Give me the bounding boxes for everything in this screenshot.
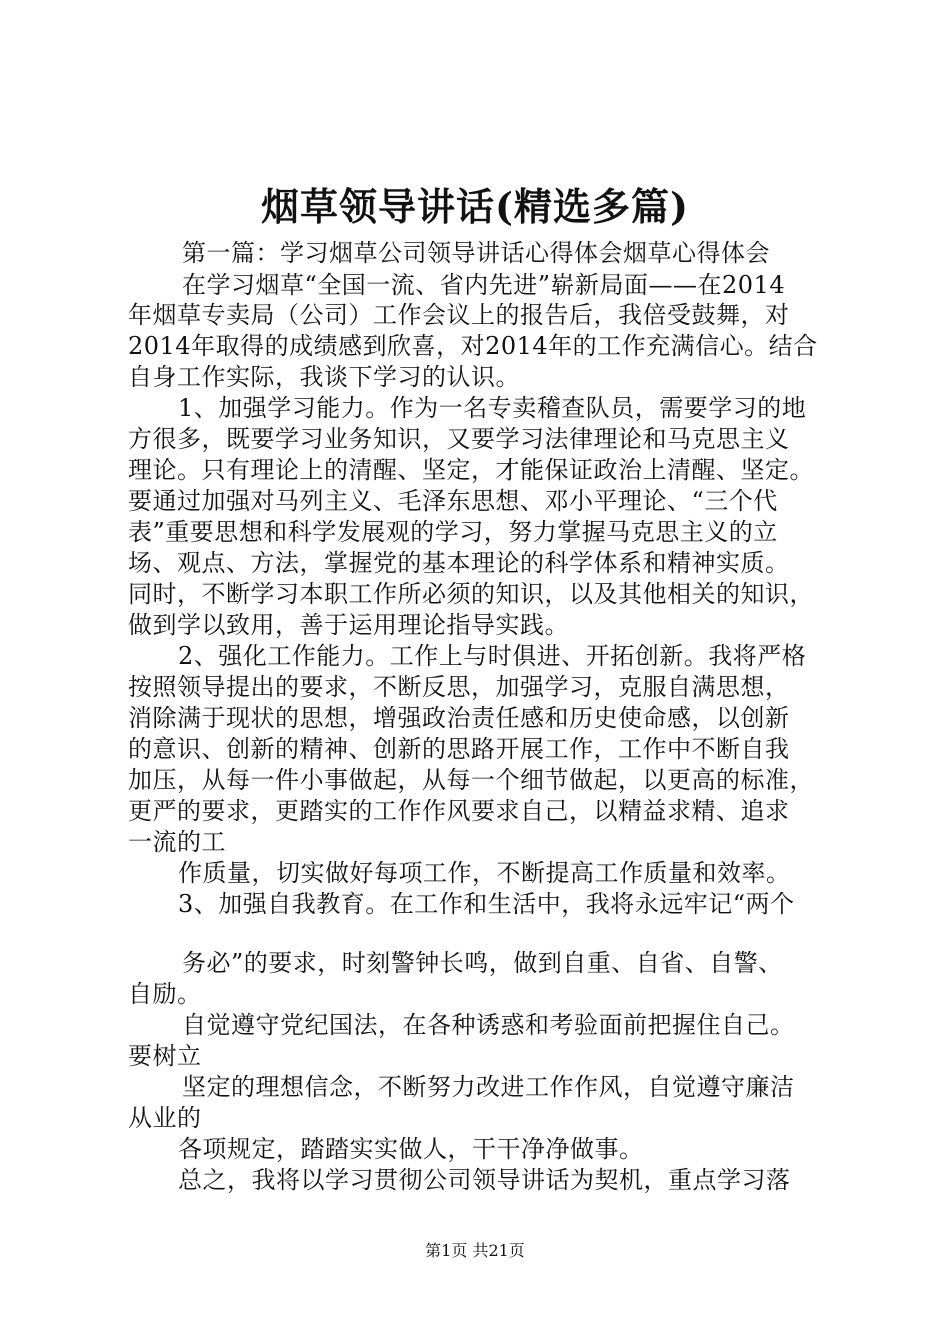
text-line: 总之，我将以学习贯彻公司领导讲话为契机，重点学习落 (178, 1166, 791, 1194)
text-line: 更严的要求，更踏实的工作作风要求自己，以精益求精、追求 (128, 797, 790, 825)
text-line: 2、强化工作能力。工作上与时俱进、开拓创新。我将严格 (178, 642, 807, 670)
text-line: 作质量，切实做好每项工作，不断提高工作质量和效率。 (178, 859, 791, 887)
text-line: 2014年取得的成绩感到欣喜，对2014年的工作充满信心。结合 (128, 332, 818, 360)
text-line: 要通过加强对马列主义、毛泽东思想、邓小平理论、“三个代 (128, 487, 778, 515)
text-line: 的意识、创新的精神、创新的思路开展工作，工作中不断自我 (128, 735, 790, 763)
text-line: 消除满于现状的思想，增强政治责任感和历史使命感，以创新 (128, 704, 790, 732)
text-line: 3、加强自我教育。在工作和生活中，我将永远牢记“两个 (178, 890, 795, 918)
text-line: 方很多，既要学习业务知识，又要学习法律理论和马克思主义 (128, 425, 790, 453)
text-line: 从业的 (128, 1104, 202, 1132)
text-line: 一流的工 (128, 828, 226, 856)
text-line: 场、观点、方法，掌握党的基本理论的科学体系和精神实质。 (128, 549, 790, 577)
document-title: 烟草领导讲话(精选多篇) (261, 184, 689, 229)
page-footer: 第1页 共21页 (425, 1241, 525, 1260)
text-line: 同时，不断学习本职工作所必须的知识，以及其他相关的知识， (128, 580, 814, 608)
text-line: 在学习烟草“全国一流、省内先进”崭新局面——在2014 (182, 271, 786, 299)
text-line: 务必”的要求，时刻警钟长鸣，做到自重、自省、自警、 (182, 949, 783, 977)
text-line: 自觉遵守党纪国法，在各种诱惑和考验面前把握住自己。 (182, 1011, 795, 1039)
text-line: 按照领导提出的要求，不断反思，加强学习，克服自满思想， (128, 673, 790, 701)
text-line: 加压，从每一件小事做起，从每一个细节做起，以更高的标准， (128, 766, 814, 794)
text-line: 表”重要思想和科学发展观的学习，努力掌握马克思主义的立 (128, 518, 778, 546)
text-line: 自身工作实际，我谈下学习的认识。 (128, 363, 520, 391)
text-line: 坚定的理想信念，不断努力改进工作作风，自觉遵守廉洁 (182, 1073, 795, 1101)
text-line: 自励。 (128, 980, 202, 1008)
text-line: 1、加强学习能力。作为一名专卖稽查队员，需要学习的地 (178, 394, 807, 422)
text-line: 年烟草专卖局（公司）工作会议上的报告后，我倍受鼓舞，对 (128, 301, 790, 329)
text-line: 各项规定，踏踏实实做人，干干净净做事。 (178, 1135, 644, 1163)
text-line: 做到学以致用，善于运用理论指导实践。 (128, 611, 569, 639)
text-line: 第一篇：学习烟草公司领导讲话心得体会烟草心得体会 (182, 239, 770, 267)
text-line: 理论。只有理论上的清醒、坚定，才能保证政治上清醒、坚定。 (128, 456, 814, 484)
text-line: 要树立 (128, 1042, 202, 1070)
